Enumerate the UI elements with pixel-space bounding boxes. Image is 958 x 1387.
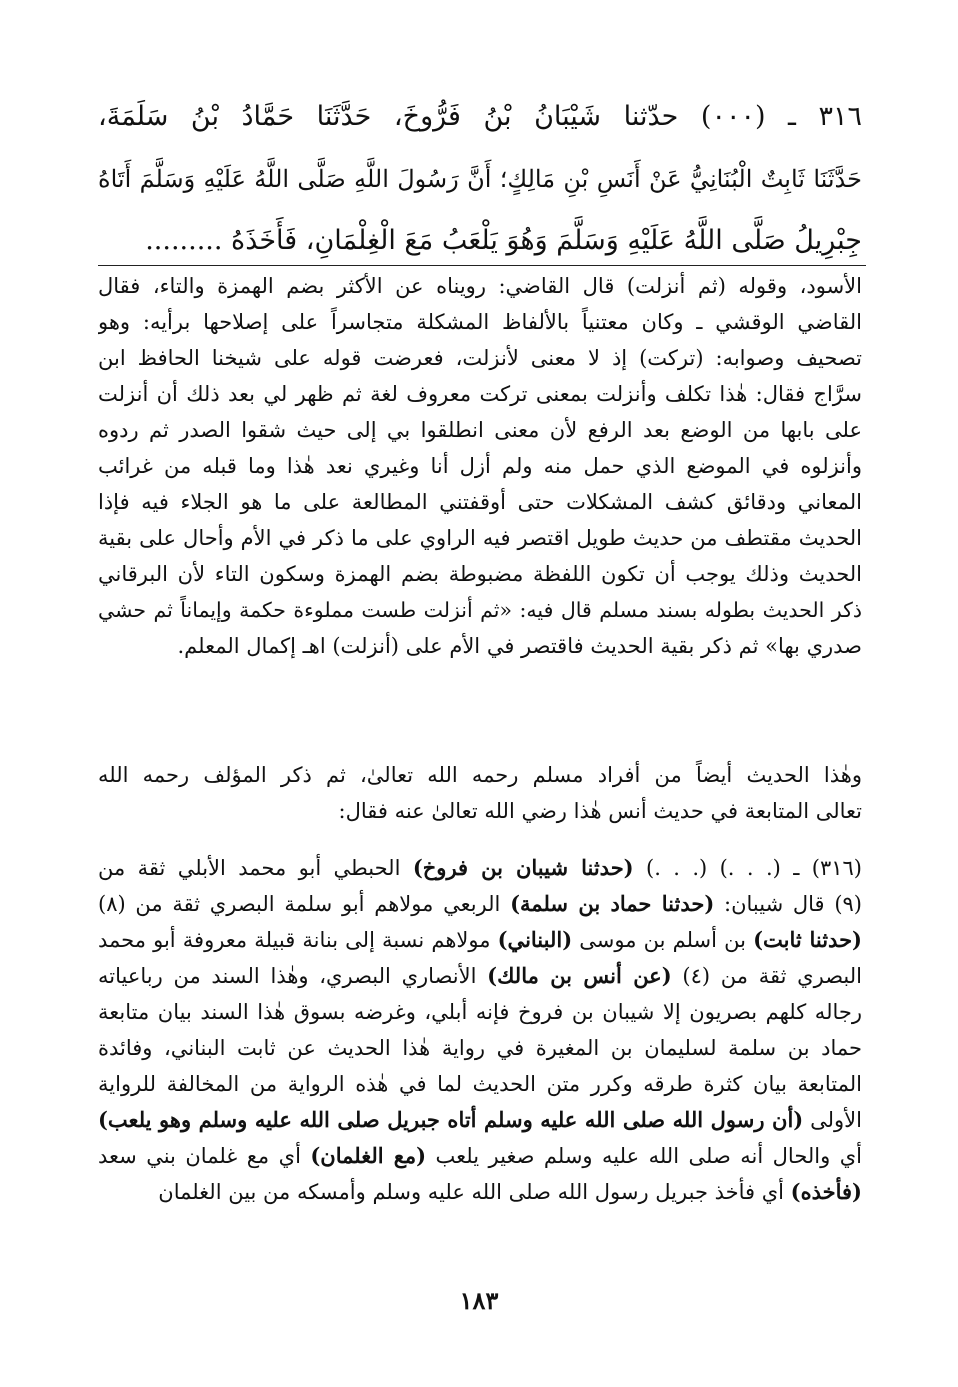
commentary-paragraph-2: [98, 757, 862, 829]
commentary-paragraph-3: [98, 850, 862, 1210]
commentary-line: وهٰذا الحديث أيضاً من أفراد مسلم رحمه الله تعالىٰ، ثم ذكر المؤلف رحمه الله: [98, 763, 862, 787]
commentary-line: وأنزلوه في الموضع الذي حمل منه ولم أزل أنا وغيري نعد هٰذا وما قبله من غرائب: [98, 454, 862, 478]
commentary-line: [98, 958, 862, 994]
commentary-line: [98, 1174, 862, 1210]
text-run: الحبطي أبو محمد الأبلي ثقة من: [98, 856, 413, 880]
commentary-line: رجاله كلهم بصريون إلا شيبان بن فروخ فإنه أبلي، وغرضه بسوق هٰذا السند بيان متابعة: [98, 1000, 862, 1024]
commentary-line: المتابعة بيان كثرة طرقه وكرر متن الحديث لما في هٰذه الرواية من المخالفة للرواية: [98, 1072, 862, 1096]
commentary-line: الحديث وذلك يوجب أن تكون اللفظة مضبوطة بضم الهمزة وسكون التاء لأن البرقاني: [98, 562, 862, 586]
quoted-text: (حدثنا شيبان بن فروخ): [412, 855, 634, 880]
commentary-line: تصحيف وصوابه: (تركت) إذ لا معنى لأنزلت، فعرضت قوله على شيخنا الحافظ ابن: [98, 346, 862, 370]
text-run: بن أسلم بن موسى: [572, 928, 754, 952]
commentary-line: حماد بن سلمة لسليمان بن المغيرة في رواية هٰذا الحديث عن ثابت البناني، وفائدة: [98, 1036, 862, 1060]
text-run: أي والحال أنه صلى الله عليه وسلم صغير يلعب: [426, 1144, 862, 1168]
commentary-line: المعاني ودقائق كشف المشكلات حتى أوقفتني المطالعة على ما هو الجلاء فيه فإذا: [98, 490, 862, 514]
quoted-text: (أن رسول الله صلى الله عليه وسلم أتاه جبريل صلى الله عليه وسلم وهو يلعب): [98, 1107, 804, 1132]
commentary-line: الأسود، وقوله (ثم أنزلت) قال القاضي: رويناه عن الأكثر بضم الهمزة والتاء، فقال: [98, 274, 862, 298]
commentary-line: [98, 1102, 862, 1138]
quoted-text: (فأخذه): [790, 1179, 862, 1204]
text-run: الأولى: [803, 1108, 862, 1132]
text-run: الأنصاري البصري، وهٰذا السند من رباعياته: [98, 964, 488, 988]
commentary-line: القاضي الوقشي ـ وكان معتنياً بالألفاظ المشكلة متجاسراً على إصلاحها برأيه: وهو: [98, 310, 862, 334]
commentary-line: [98, 922, 862, 958]
footnote-separator: [98, 265, 866, 266]
quoted-text: (حدثنا ثابت): [753, 927, 862, 952]
commentary-line: الحديث مقتطف من حديث طويل اقتصر فيه الراوي على ما ذكر في الأم وأحال على بقية: [98, 526, 862, 550]
commentary-paragraph-1: [98, 268, 862, 664]
page-number: ١٨٣: [459, 1286, 499, 1315]
hadith-line: ٣١٦ ـ (٠٠٠) حدّثنا شَيْبَانُ بْنُ فَرُّوخَ، حَدَّثَنَا حَمَّادُ بْنُ سَلَمَةَ،: [98, 101, 862, 132]
commentary-line: [98, 850, 862, 886]
quoted-text: (عن أنس بن مالك): [487, 963, 672, 988]
text-run: أي مع غلمان بني سعد: [98, 1144, 311, 1168]
hadith-line: حَدَّثَنَا ثَابِتٌ الْبُنَانِيُّ عَنْ أَنَسِ بْنِ مَالِكٍ؛ أَنَّ رَسُولَ اللَّهِ صَلَّى اللَّهُ عَلَيْهِ وَسَلَّمَ أَتَاهُ: [98, 165, 862, 193]
commentary-line: [98, 886, 862, 922]
text-run: البصري ثقة من (٤): [671, 964, 862, 988]
text-run: (٩) قال شيبان:: [714, 892, 862, 916]
commentary-line: صدري بها» ثم ذكر بقية الحديث فاقتصر في الأم على (أنزلت) اهـ إكمال المعلم.: [177, 634, 862, 658]
text-run: مولاهم نسبة إلى بنانة قبيلة معروفة أبو محمد: [98, 928, 498, 952]
hadith-text: [98, 86, 862, 272]
commentary-line: سرَّاج فقال: هٰذا تكلف وأنزلت بمعنى تركت معروف لغة ثم ظهر لي بعد ذلك أن أنزلت: [98, 382, 862, 406]
commentary-line: [98, 1138, 862, 1174]
quoted-text: (البناني): [497, 927, 573, 952]
commentary-line: على بابها من الوضع بعد الرفع لأن معنى انطلقوا بي إلى حيث شقوا الصدر ثم ردوه: [98, 418, 862, 442]
commentary-line: ذكر الحديث بطوله بسند مسلم قال فيه: «ثم أنزلت طست مملوءة حكمة وإيماناً ثم حشي: [98, 598, 862, 622]
text-run: أي فأخذ جبريل رسول الله صلى الله عليه وسلم وأمسكه من بين الغلمان: [158, 1180, 791, 1204]
quoted-text: (حدثنا حماد بن سلمة): [510, 891, 715, 916]
text-run: (٣١٦) ـ (. . .) (. . .): [633, 856, 862, 880]
commentary-line: تعالى المتابعة في حديث أنس هٰذا رضي الله تعالىٰ عنه فقال:: [338, 799, 862, 823]
hadith-line: جِبْرِيلُ صَلَّى اللَّهُ عَلَيْهِ وَسَلَّمَ وَهُوَ يَلْعَبُ مَعَ الْغِلْمَانِ، فَأَخَذَهُ .........: [145, 225, 862, 256]
quoted-text: (مع الغلمان): [310, 1143, 427, 1168]
text-run: الربعي مولاهم أبو سلمة البصري ثقة من (٨): [98, 892, 511, 916]
